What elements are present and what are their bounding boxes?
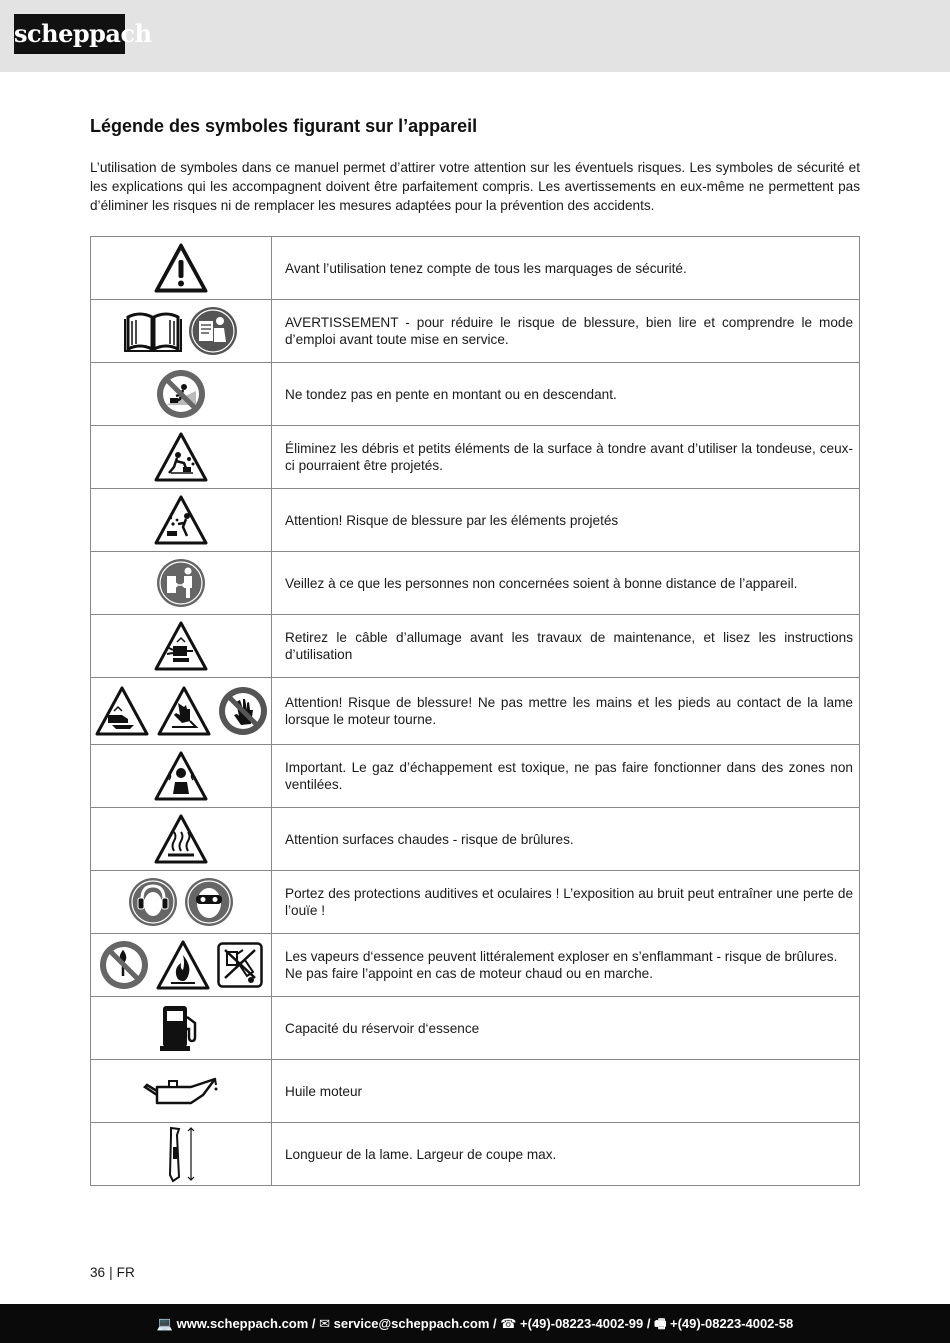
hot-surface-warning-icon: [153, 813, 209, 865]
symbol-cell: [91, 426, 272, 489]
table-row: [91, 615, 860, 678]
table-row: [91, 237, 860, 300]
open-book-icon: [124, 309, 182, 353]
table-row: [91, 1060, 860, 1123]
fuel-pump-icon: [157, 1003, 205, 1053]
symbol-cell: [91, 1123, 272, 1186]
row-description: Huile moteur: [272, 1060, 860, 1123]
table-row: [91, 934, 860, 997]
no-open-flame-icon: [99, 940, 149, 990]
symbol-cell: [91, 934, 272, 997]
eye-protection-icon: [184, 877, 234, 927]
fire-warning-icon: [155, 939, 211, 991]
table-row: [91, 552, 860, 615]
row-description: Éliminez les débris et petits éléments de la surface à tondre avant d’utiliser la tondeuse, ceux-ci pourraient être projetés.: [272, 426, 860, 489]
row-description: Veillez à ce que les personnes non concernées soient à bonne distance de l’appareil.: [272, 552, 860, 615]
table-row: [91, 745, 860, 808]
symbol-cell: [91, 237, 272, 300]
row-description: AVERTISSEMENT - pour réduire le risque de blessure, bien lire et comprendre le mode d’emploi avant toute mise en service.: [272, 300, 860, 363]
row-description: Portez des protections auditives et oculaires ! L’exposition au bruit peut entraîner une perte de l’ouïe !: [272, 871, 860, 934]
table-row: [91, 363, 860, 426]
row-description: Attention! Risque de blessure! Ne pas mettre les mains et les pieds au contact de la lame lorsque le moteur tourne.: [272, 678, 860, 745]
symbol-legend-table: [90, 236, 860, 1186]
page-language: FR: [116, 1265, 135, 1280]
symbol-cell: [91, 552, 272, 615]
table-row: [91, 1123, 860, 1186]
no-hands-icon: [218, 686, 268, 736]
table-row: [91, 997, 860, 1060]
row-description: Ne tondez pas en pente en montant ou en descendant.: [272, 363, 860, 426]
symbol-cell: [91, 615, 272, 678]
no-refuel-hot-engine-icon: [217, 942, 263, 988]
blade-length-icon: [161, 1125, 201, 1183]
table-row: [91, 678, 860, 745]
footer-contact: 💻 www.scheppach.com / ✉ service@scheppach.com / ☎ +(49)-08223-4002-99 / 🖷 +(49)-08223-4002-58: [156, 1316, 794, 1331]
table-row: [91, 808, 860, 871]
table-row: [91, 489, 860, 552]
row-description: Important. Le gaz d’échappement est toxique, ne pas faire fonctionner dans des zones non ventilées.: [272, 745, 860, 808]
remove-debris-warning-icon: [153, 431, 209, 483]
row-description: Retirez le câble d’allumage avant les travaux de maintenance, et lisez les instructions d’utilisation: [272, 615, 860, 678]
toxic-exhaust-warning-icon: [153, 750, 209, 802]
footer-bar: [0, 1304, 950, 1343]
row-description: Attention surfaces chaudes - risque de brûlures.: [272, 808, 860, 871]
symbol-cell: [91, 678, 272, 745]
read-manual-icon: [188, 306, 238, 356]
symbol-cell: [91, 300, 272, 363]
table-row: [91, 426, 860, 489]
symbol-cell: [91, 871, 272, 934]
oil-can-icon: [143, 1073, 219, 1109]
row-description: Attention! Risque de blessure par les éléments projetés: [272, 489, 860, 552]
symbol-cell: [91, 997, 272, 1060]
brand-logo: scheppach: [14, 14, 125, 54]
table-row: [91, 300, 860, 363]
symbol-cell: [91, 1060, 272, 1123]
table-row: [91, 871, 860, 934]
symbol-cell: [91, 489, 272, 552]
row-description: Les vapeurs d‘essence peuvent littéralement exploser en s’enflammant - risque de brûlures. Ne pas faire l’appoint en cas de moteur chaud ou en marche.: [272, 934, 860, 997]
thrown-objects-warning-icon: [153, 494, 209, 546]
page-number: [90, 1265, 135, 1280]
row-description: Avant l’utilisation tenez compte de tous les marquages de sécurité.: [272, 237, 860, 300]
spark-plug-warning-icon: [153, 620, 209, 672]
general-warning-icon: [153, 242, 209, 294]
ear-protection-icon: [128, 877, 178, 927]
intro-paragraph: L’utilisation de symboles dans ce manuel permet d’attirer votre attention sur les éventuels risques. Les symboles de sécurité et les explications qui les accompagnent doivent être parfaitement compris. Les avertissements en eux-même ne permettent pas d’éliminer les risques ni de remplacer les mesures adaptées pour la prévention des accidents.: [90, 160, 860, 213]
symbol-cell: [91, 363, 272, 426]
hand-blade-warning-icon: [156, 685, 212, 737]
page-number-separator: |: [109, 1265, 113, 1280]
symbol-cell: [91, 745, 272, 808]
no-slope-mowing-icon: [156, 369, 206, 419]
page-number-value: 36: [90, 1265, 106, 1280]
row-description: Longueur de la lame. Largeur de coupe max.: [272, 1123, 860, 1186]
page-title: Légende des symboles figurant sur l’appareil: [90, 116, 478, 136]
symbol-cell: [91, 808, 272, 871]
keep-distance-icon: [156, 558, 206, 608]
foot-blade-warning-icon: [94, 685, 150, 737]
row-description: Capacité du réservoir d‘essence: [272, 997, 860, 1060]
